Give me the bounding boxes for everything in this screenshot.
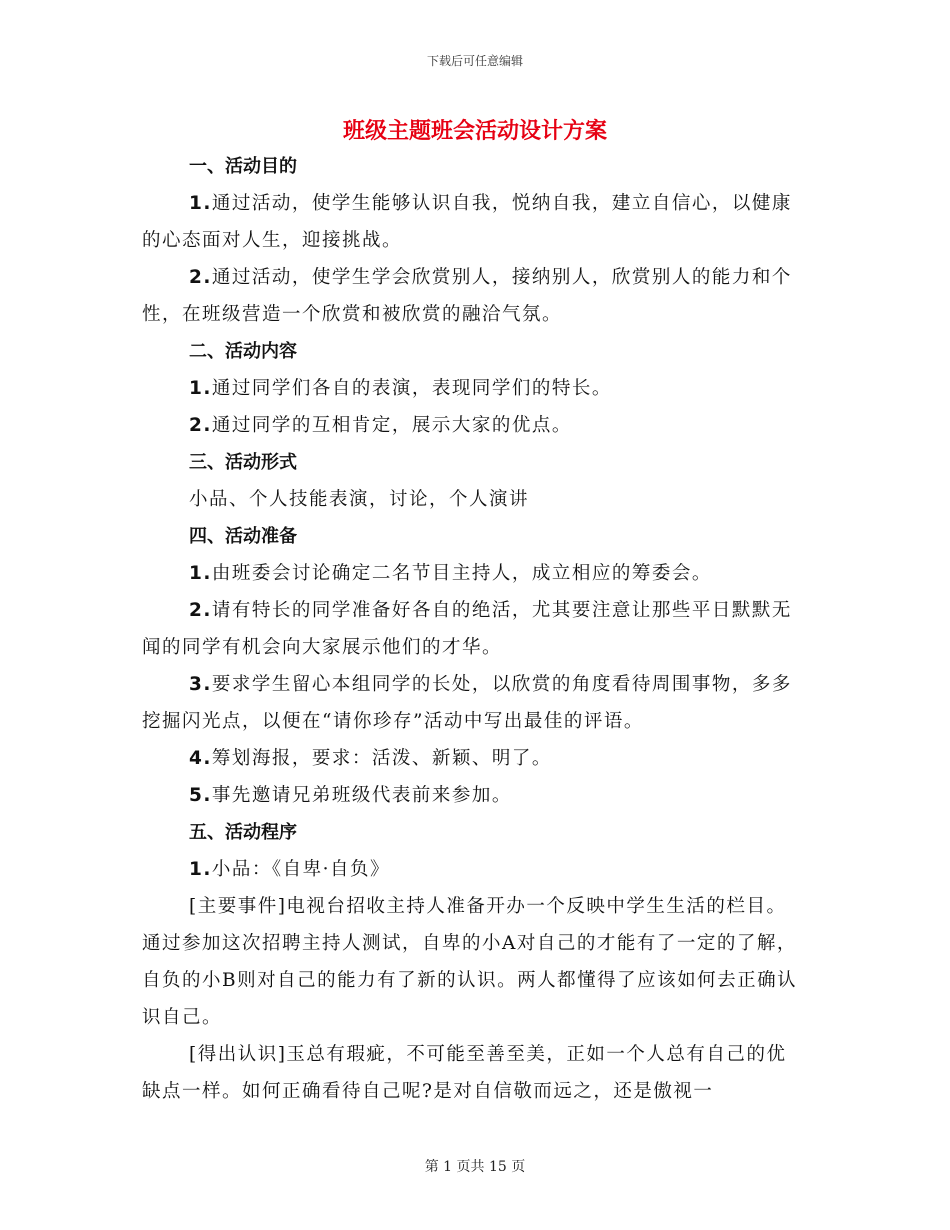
page-number-footer: 第 1 页共 15 页 bbox=[424, 1159, 526, 1175]
item-number: 2. bbox=[189, 600, 212, 621]
section-heading-5: 五、活动程序 bbox=[189, 822, 297, 843]
section-heading-1: 一、活动目的 bbox=[189, 156, 297, 177]
paragraph bbox=[142, 259, 802, 333]
section-heading-4: 四、活动准备 bbox=[189, 526, 297, 547]
paragraph bbox=[142, 185, 802, 259]
paragraph bbox=[142, 592, 802, 666]
paragraph-text: 由班委会讨论确定二名节目主持人，成立相应的筹委会。 bbox=[211, 563, 712, 584]
paragraph bbox=[142, 370, 802, 407]
item-number: 1. bbox=[189, 193, 212, 214]
paragraph-text: 通过同学们各自的表演，表现同学们的特长。 bbox=[211, 378, 612, 399]
item-number: 3. bbox=[189, 674, 212, 695]
paragraph bbox=[142, 851, 802, 888]
item-number: 1. bbox=[189, 563, 212, 584]
item-number: 2. bbox=[189, 415, 212, 436]
paragraph-text: [得出认识]玉总有瑕疵，不可能至善至美，正如一个人总有自己的优缺点一样。如何正确看待自己呢?是对自信敬而远之，还是傲视一 bbox=[142, 1044, 787, 1102]
paragraph-text: 小品：《自卑·自负》 bbox=[211, 859, 391, 880]
paragraph bbox=[142, 777, 802, 814]
paragraph-text: 通过活动，使学生能够认识自我，悦纳自我，建立自信心，以健康的心态面对人生，迎接挑战。 bbox=[142, 193, 792, 251]
section-heading-2: 二、活动内容 bbox=[189, 341, 297, 362]
paragraph-text: 事先邀请兄弟班级代表前来参加。 bbox=[211, 785, 512, 806]
paragraph bbox=[142, 666, 802, 740]
item-number: 1. bbox=[189, 859, 212, 880]
paragraph-text: 通过活动，使学生学会欣赏别人，接纳别人，欣赏别人的能力和个性，在班级营造一个欣赏和被欣赏的融洽气氛。 bbox=[142, 267, 792, 325]
item-number: 5. bbox=[189, 785, 212, 806]
paragraph bbox=[142, 888, 802, 1036]
paragraph-text: 请有特长的同学准备好各自的绝活，尤其要注意让那些平日默默无闻的同学有机会向大家展示他们的才华。 bbox=[142, 600, 792, 658]
paragraph-text: 小品、个人技能表演，讨论，个人演讲 bbox=[189, 489, 530, 510]
paragraph bbox=[142, 407, 802, 444]
item-number: 2. bbox=[189, 267, 212, 288]
paragraph-text: 通过同学的互相肯定，展示大家的优点。 bbox=[211, 415, 572, 436]
paragraph bbox=[142, 555, 802, 592]
page-header-note: 下载后可任意编辑 bbox=[426, 54, 523, 68]
paragraph-text: 要求学生留心本组同学的长处，以欣赏的角度看待周围事物，多多挖掘闪光点，以便在“请你珍存”活动中写出最佳的评语。 bbox=[142, 674, 792, 732]
document-title: 班级主题班会活动设计方案 bbox=[342, 118, 607, 144]
paragraph-text: [主要事件]电视台招收主持人准备开办一个反映中学生生活的栏目。通过参加这次招聘主持人测试，自卑的小A对自己的才能有了一定的了解，自负的小B则对自己的能力有了新的认识。两人都懂得了应该如何去正确认识自己。 bbox=[142, 896, 798, 1028]
section-heading-3: 三、活动形式 bbox=[189, 452, 297, 473]
item-number: 4. bbox=[189, 748, 212, 769]
paragraph bbox=[142, 481, 802, 518]
document-body bbox=[142, 148, 802, 1110]
paragraph-text: 筹划海报，要求：活泼、新颖、明了。 bbox=[211, 748, 552, 769]
paragraph bbox=[142, 1036, 802, 1110]
paragraph bbox=[142, 740, 802, 777]
item-number: 1. bbox=[189, 378, 212, 399]
